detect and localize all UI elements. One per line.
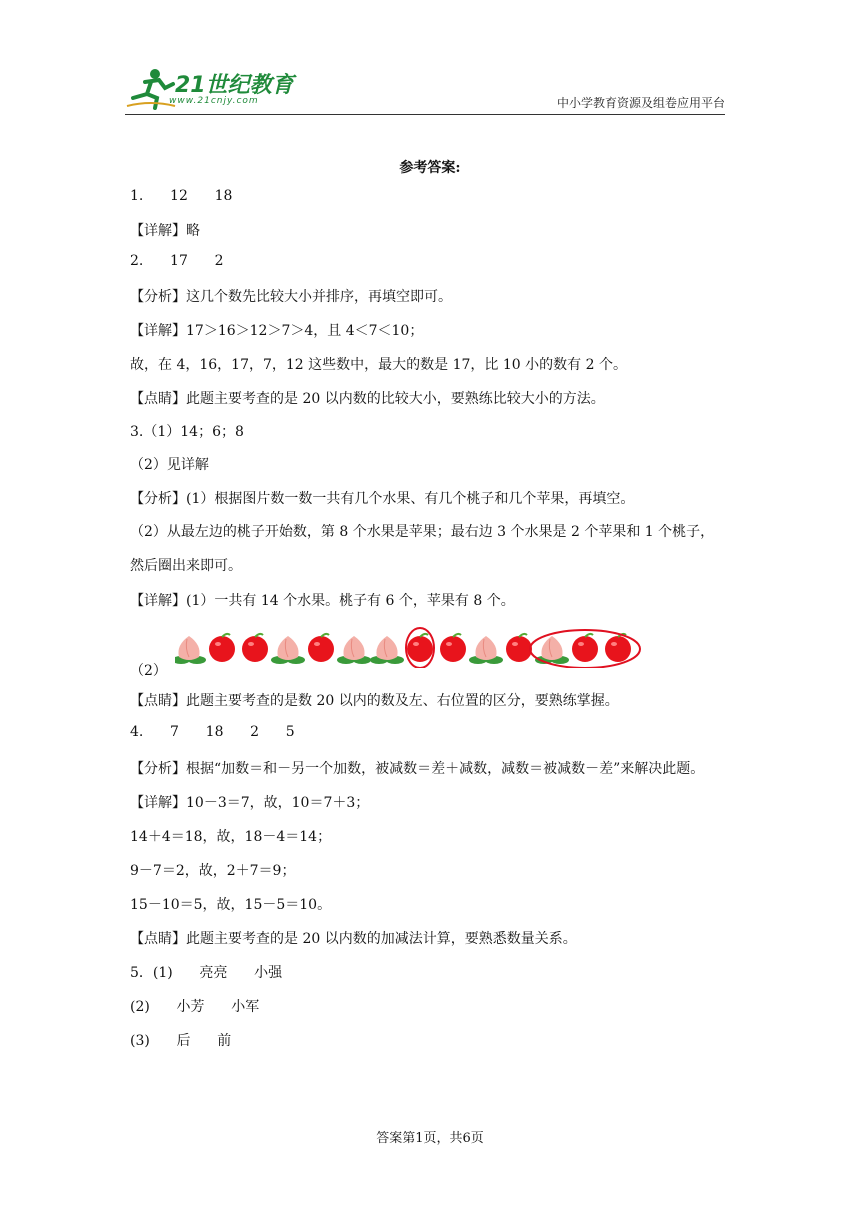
answer-line: 【点睛】此题主要考查的是 20 以内数的比较大小，要熟练比较大小的方法。 (130, 391, 605, 407)
answer-line: 15－10＝5，故，15－5＝10。 (130, 897, 332, 913)
page-footer: 答案第1页，共6页 (376, 1131, 484, 1146)
answer-line: 【点睛】此题主要考查的是数 20 以内的数及左、右位置的区分，要熟练掌握。 (130, 693, 619, 709)
peach-icon (175, 636, 206, 664)
page-title: 参考答案: (399, 160, 461, 176)
apple-icon (308, 634, 334, 662)
answer-line: （2） (130, 663, 167, 679)
apple-icon (506, 634, 532, 662)
answer-line: 【详解】17＞16＞12＞7＞4，且 4＜7＜10； (130, 323, 424, 339)
apple-icon (440, 634, 466, 662)
answer-line: (2) 小芳 小军 (130, 999, 260, 1015)
apple-icon (209, 634, 235, 662)
answer-line: 【分析】(1）根据图片数一数一共有几个水果、有几个桃子和几个苹果，再填空。 (130, 491, 635, 507)
apple-icon (407, 634, 433, 662)
answer-line: 5．(1) 亮亮 小强 (130, 965, 283, 981)
answer-line: 1. 12 18 (130, 188, 233, 204)
answer-line: （2）从最左边的桃子开始数，第 8 个水果是苹果；最右边 3 个水果是 2 个苹果和 1 个桃子， (130, 524, 715, 540)
answer-line: 3.（1）14；6；8 (130, 424, 244, 440)
apple-icon (605, 634, 631, 662)
answer-line: 【分析】这几个数先比较大小并排序，再填空即可。 (130, 289, 452, 305)
peach-icon (337, 636, 371, 664)
answer-line: 14＋4＝18，故，18－4＝14； (130, 829, 332, 845)
answer-line: (3) 后 前 (130, 1033, 232, 1049)
answer-line: 然后圈出来即可。 (130, 558, 242, 574)
peach-icon (469, 636, 503, 664)
peach-icon (271, 636, 305, 664)
fruit-row-figure (175, 626, 645, 668)
answer-line: 【详解】略 (130, 223, 200, 239)
answer-line: 【点睛】此题主要考查的是 20 以内数的加减法计算，要熟悉数量关系。 (130, 931, 577, 947)
answer-line: 【详解】(1）一共有 14 个水果。桃子有 6 个，苹果有 8 个。 (130, 593, 515, 609)
answer-line: 9－7＝2，故，2＋7＝9； (130, 863, 296, 879)
page-header (125, 62, 725, 115)
answer-line: 4. 7 18 2 5 (130, 724, 295, 740)
answer-line: 故，在 4，16，17，7，12 这些数中，最大的数是 17，比 10 小的数有 2 个。 (130, 357, 627, 373)
answer-line: 【分析】根据“加数＝和－另一个加数，被减数＝差＋减数，减数＝被减数－差”来解决此题。 (130, 761, 705, 777)
logo-text: 21世纪教育 (175, 73, 294, 98)
apple-icon (572, 634, 598, 662)
answer-line: 【详解】10－3＝7，故，10＝7＋3； (130, 795, 370, 811)
apple-icon (242, 634, 268, 662)
answer-line: 2. 17 2 (130, 253, 224, 269)
peach-icon (370, 636, 404, 664)
answer-line: （2）见详解 (130, 457, 209, 473)
logo (125, 66, 305, 112)
logo-url: www.21cnjy.com (169, 96, 259, 106)
platform-name: 中小学教育资源及组卷应用平台 (556, 96, 725, 110)
